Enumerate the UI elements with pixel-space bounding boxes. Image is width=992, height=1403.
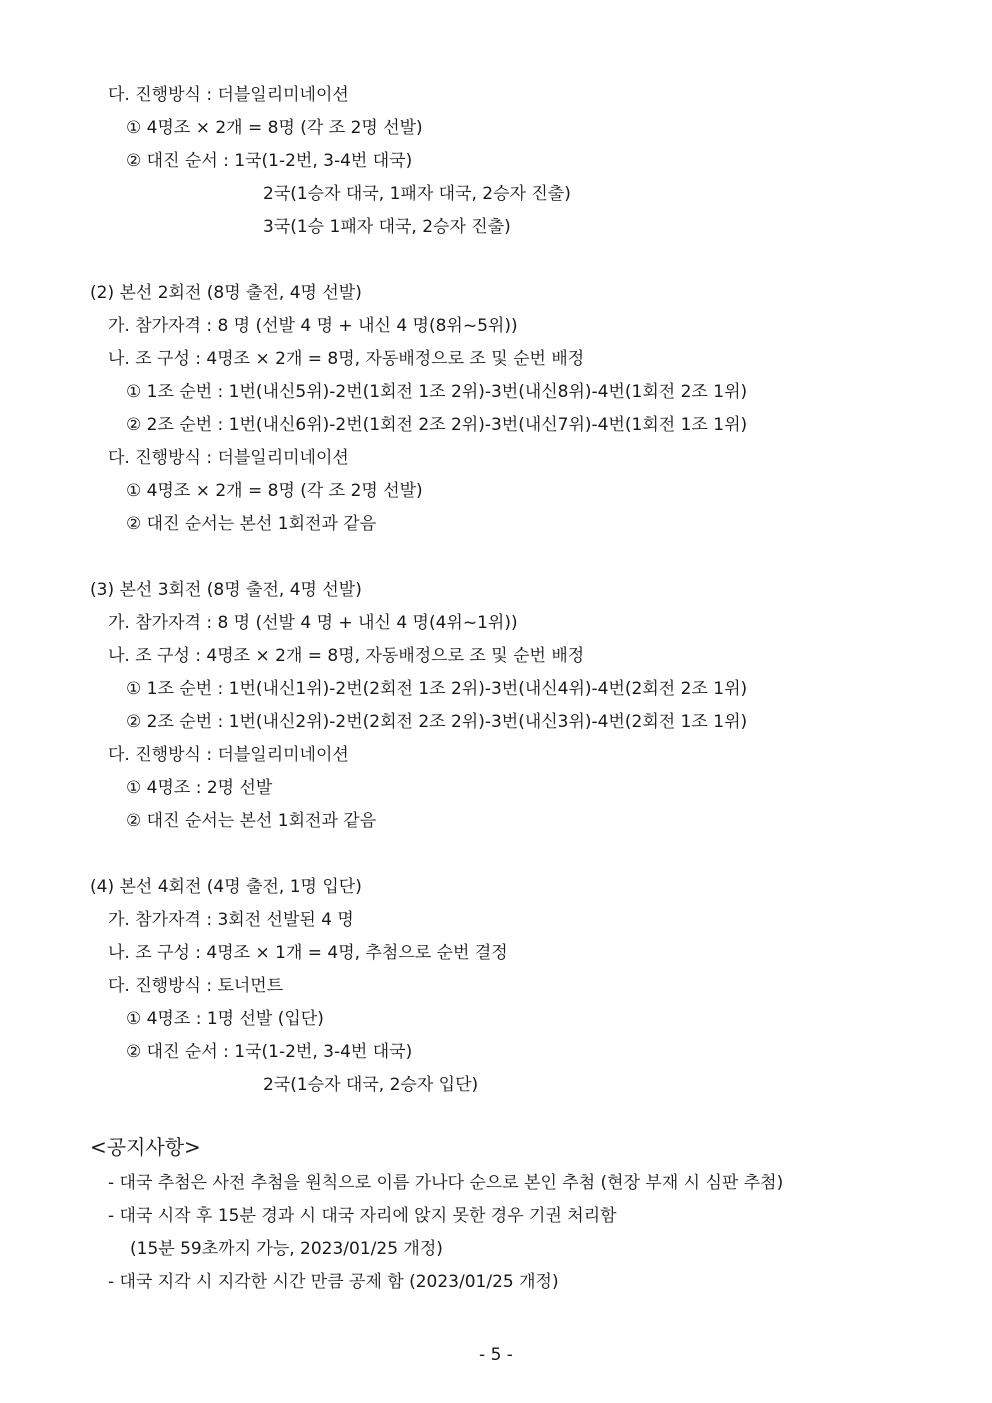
notice-item-2-cont: (15분 59초까지 가능, 2023/01/25 개정) (130, 1239, 443, 1259)
round2-group: 나. 조 구성 : 4명조 × 2개 = 8명, 자동배정으로 조 및 순번 배정 (108, 349, 585, 369)
round3-method-item-1: ① 4명조 : 2명 선발 (126, 778, 273, 798)
notice-item-1: - 대국 추첨은 사전 추첨을 원칙으로 이름 가나다 순으로 본인 추첨 (현장 부재 시 심판 추첨) (108, 1173, 784, 1193)
round2-method-item-1: ① 4명조 × 2개 = 8명 (각 조 2명 선발) (126, 481, 423, 501)
round4-method: 다. 진행방식 : 토너먼트 (108, 976, 284, 996)
round3-group-1-order: ① 1조 순번 : 1번(내신1위)-2번(2회전 1조 2위)-3번(내신4위)-4번(2회전 2조 1위) (126, 679, 748, 699)
round4-method-item-2: ② 대진 순서 : 1국(1-2번, 3-4번 대국) (126, 1042, 413, 1062)
notice-heading: <공지사항> (90, 1135, 201, 1159)
round3-qualification: 가. 참가자격 : 8 명 (선발 4 명 + 내신 4 명(4위~1위)) (108, 613, 518, 633)
round3-group-2-order: ② 2조 순번 : 1번(내신2위)-2번(2회전 2조 2위)-3번(내신3위)-4번(2회전 1조 1위) (126, 712, 748, 732)
round1-method-item-2-cont-2: 3국(1승 1패자 대국, 2승자 진출) (263, 217, 511, 237)
round3-method: 다. 진행방식 : 더블일리미네이션 (108, 745, 349, 765)
round2-group-1-order: ① 1조 순번 : 1번(내신5위)-2번(1회전 1조 2위)-3번(내신8위)-4번(1회전 2조 1위) (126, 382, 748, 402)
round4-qualification: 가. 참가자격 : 3회전 선발된 4 명 (108, 910, 354, 930)
round3-group: 나. 조 구성 : 4명조 × 2개 = 8명, 자동배정으로 조 및 순번 배정 (108, 646, 585, 666)
round1-method-item-2: ② 대진 순서 : 1국(1-2번, 3-4번 대국) (126, 151, 413, 171)
page-number: - 5 - (479, 1345, 513, 1365)
notice-item-3: - 대국 지각 시 지각한 시간 만큼 공제 함 (2023/01/25 개정) (108, 1272, 559, 1292)
round4-title: (4) 본선 4회전 (4명 출전, 1명 입단) (90, 877, 362, 897)
round3-method-item-2: ② 대진 순서는 본선 1회전과 같음 (126, 811, 377, 831)
round4-method-item-2-cont: 2국(1승자 대국, 2승자 입단) (263, 1075, 479, 1095)
round2-title: (2) 본선 2회전 (8명 출전, 4명 선발) (90, 283, 362, 303)
round3-title: (3) 본선 3회전 (8명 출전, 4명 선발) (90, 580, 362, 600)
round2-method-item-2: ② 대진 순서는 본선 1회전과 같음 (126, 514, 377, 534)
round2-qualification: 가. 참가자격 : 8 명 (선발 4 명 + 내신 4 명(8위~5위)) (108, 316, 518, 336)
round1-method: 다. 진행방식 : 더블일리미네이션 (108, 85, 349, 105)
round1-method-item-2-cont-1: 2국(1승자 대국, 1패자 대국, 2승자 진출) (263, 184, 571, 204)
round4-method-item-1: ① 4명조 : 1명 선발 (입단) (126, 1009, 324, 1029)
notice-item-2: - 대국 시작 후 15분 경과 시 대국 자리에 앉지 못한 경우 기권 처리함 (108, 1206, 617, 1226)
round2-group-2-order: ② 2조 순번 : 1번(내신6위)-2번(1회전 2조 2위)-3번(내신7위)-4번(1회전 1조 1위) (126, 415, 748, 435)
round4-group: 나. 조 구성 : 4명조 × 1개 = 4명, 추첨으로 순번 결정 (108, 943, 508, 963)
round1-method-item-1: ① 4명조 × 2개 = 8명 (각 조 2명 선발) (126, 118, 423, 138)
round2-method: 다. 진행방식 : 더블일리미네이션 (108, 448, 349, 468)
